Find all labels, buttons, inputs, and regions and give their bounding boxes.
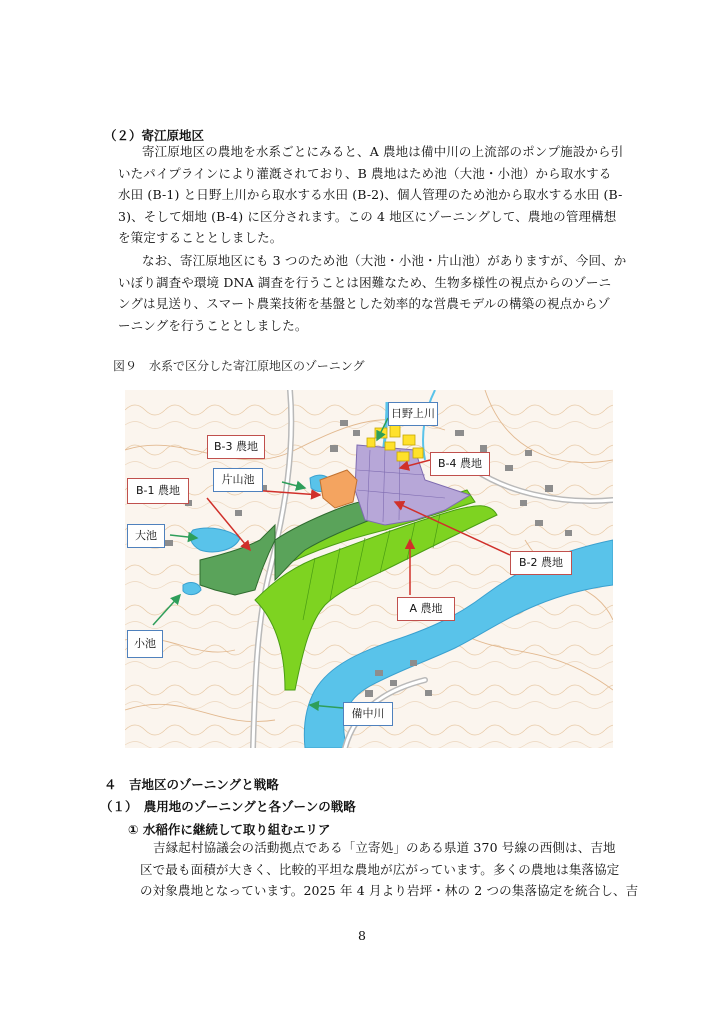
figure-caption: 図９ 水系で区分した寄江原地区のゾーニング bbox=[113, 359, 365, 373]
label-bitchu-river: 備中川 bbox=[343, 702, 393, 726]
zoning-map bbox=[125, 390, 613, 748]
paragraph-yoshi bbox=[140, 837, 639, 902]
section-4-heading: ４ 吉地区のゾーニングと戦略 bbox=[104, 777, 279, 792]
subsection-1-heading: （１） 農用地のゾーニングと各ゾーンの戦略 bbox=[100, 799, 356, 814]
label-b4-farmland: B-4 農地 bbox=[430, 452, 490, 476]
label-koike-pond: 小池 bbox=[127, 630, 163, 658]
label-hinojo-river: 日野上川 bbox=[388, 402, 438, 426]
text-line: ーニングを行うこととしました。 bbox=[118, 317, 308, 333]
text-line: なお、寄江原地区にも 3 つのため池（大池・小池・片山池）がありますが、今回、か bbox=[142, 253, 627, 268]
label-b3-farmland: B-3 農地 bbox=[207, 435, 265, 459]
text-line: 寄江原地区の農地を水系ごとにみると、A 農地は備中川の上流部のポンプ施設から引 bbox=[142, 144, 624, 159]
text-line: を策定することとしました。 bbox=[118, 230, 283, 245]
text-line: 吉縁起村協議会の活動拠点である「立寄処」のある県道 370 号線の西側は、吉地 bbox=[153, 840, 616, 855]
subsection-1-item-heading: ① 水稲作に継続して取り組むエリア bbox=[128, 822, 331, 837]
label-b1-farmland: B-1 農地 bbox=[127, 478, 189, 504]
paragraph-yorieharu-2 bbox=[118, 250, 630, 336]
text-line: 水田 (B-1) と日野上川から取水する水田 (B-2)、個人管理のため池から取水する水田 (B- bbox=[118, 187, 623, 202]
label-katayama-pond: 片山池 bbox=[213, 468, 263, 492]
text-line: いたパイプラインにより灌漑されており、B 農地はため池（大池・小池）から取水する bbox=[118, 165, 612, 181]
text-line: ングは見送り、スマート農業技術を基盤とした効率的な営農モデルの構築の視点からゾ bbox=[118, 296, 610, 311]
text-line: 3)、そして畑地 (B-4) に区分されます。この 4 地区にゾーニングして、農地の管理構想 bbox=[118, 208, 617, 224]
koike-pond bbox=[183, 583, 201, 595]
text-line: いぼり調査や環境 DNA 調査を行うことは困難なため、生物多様性の視点からのゾーニ bbox=[118, 274, 612, 290]
paragraph-yorieharu-1 bbox=[118, 141, 630, 249]
text-line: 区で最も面積が大きく、比較的平坦な農地が広がっています。多くの農地は集落協定 bbox=[140, 861, 620, 877]
text-line: の対象農地となっています。2025 年 4 月より岩坪・林の 2 つの集落協定を統合し、吉 bbox=[140, 883, 639, 898]
label-oike-pond: 大池 bbox=[127, 524, 165, 548]
label-b2-farmland: B-2 農地 bbox=[510, 551, 572, 575]
page-number: 8 bbox=[358, 928, 366, 943]
section-heading-yorieharu: （２）寄江原地区 bbox=[104, 128, 205, 143]
label-a-farmland: A 農地 bbox=[397, 597, 455, 621]
